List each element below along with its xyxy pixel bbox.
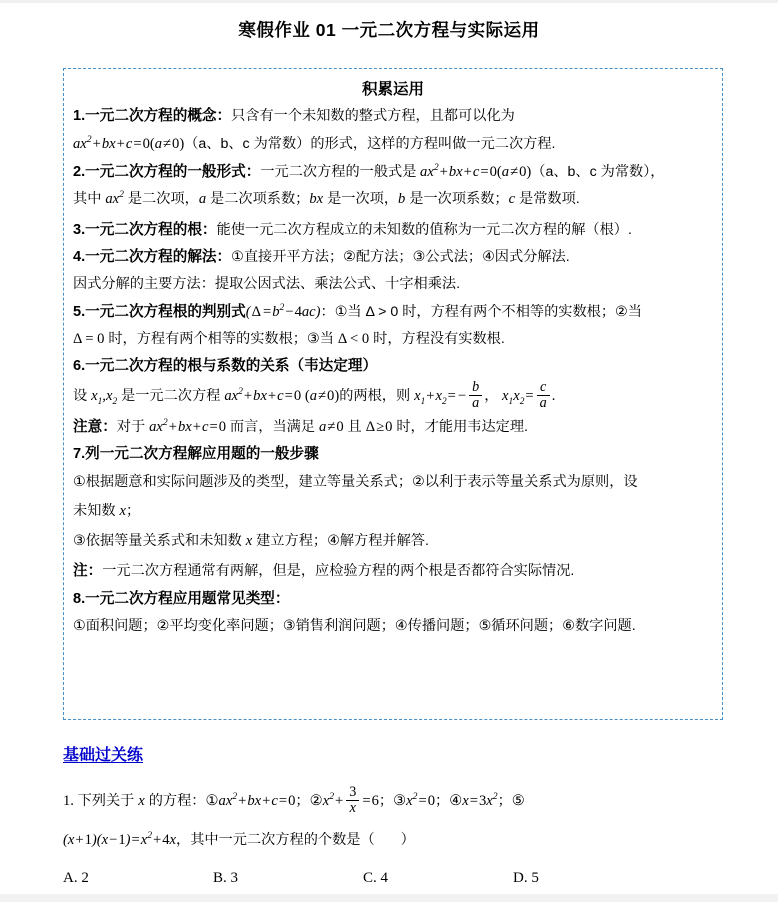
choice-a-letter: A. <box>63 869 78 886</box>
knowledge-item-concept-formula-line <box>73 130 713 159</box>
gf-term-3: bx <box>309 191 324 208</box>
discriminant-text-a: ①当 Δ > 0 时，方程有两个不相等的实数根；②当 <box>334 303 642 320</box>
discriminant-l2-b: 时，方程有两个相等的实数根；③当 <box>104 331 338 348</box>
question-1-stem <box>63 785 743 817</box>
option-marker-5: ⑤ <box>511 792 525 809</box>
choice-d-letter: D. <box>513 869 528 886</box>
knowledge-box-heading: 积累运用 <box>361 81 424 98</box>
option-expr-1: $ax^2+bx+c=0$ <box>218 791 296 809</box>
question-1-tail: ，其中一元二次方程的个数是（ <box>176 831 375 848</box>
concept-label: 1.一元二次方程的概念： <box>73 108 232 124</box>
option-marker-3: ③ <box>393 792 407 809</box>
discriminant-case-eq: Δ = 0 <box>73 331 105 348</box>
knowledge-item-common-types-list <box>73 612 713 640</box>
steps-note-text: 一元二次方程通常有两解，但是，应检验方程的两个根是否都符合实际情况. <box>102 563 575 580</box>
vieta-sum-formula: $x_1+x_2=$ − $\frac{b}{a}$ <box>414 388 484 404</box>
knowledge-item-steps <box>73 443 713 467</box>
knowledge-item-steps-unknown <box>73 497 713 526</box>
factoring-methods-text: 因式分解的主要方法：提取公因式法、乘法公式、十字相乘法. <box>73 276 461 293</box>
question-1-stem-x: x <box>138 792 145 809</box>
choice-d[interactable] <box>513 870 663 887</box>
choice-a-value: 2 <box>81 869 89 886</box>
knowledge-item-discriminant <box>73 300 713 325</box>
general-form-formula: $ax^2+bx+c=0(a\ne 0)$ <box>416 161 532 180</box>
root-text-a: 能使一元二次方程成立的未知数的值称为一元二次方程的解（根）. <box>216 221 632 238</box>
solving-methods-label: 4.一元二次方程的解法： <box>73 248 232 265</box>
discriminant-label: 5.一元二次方程根的判别式 <box>73 303 246 320</box>
common-types-list-text: ①面积问题；②平均变化率问题；③销售利润问题；④传播问题；⑤循环问题；⑥数字问题. <box>73 618 636 635</box>
sep-4: ； <box>497 792 512 809</box>
practice-section-heading: 基础过关练 <box>63 747 144 764</box>
gf-l2-a: 其中 <box>73 191 106 208</box>
vieta-note-a: 对于 <box>116 418 150 435</box>
vieta-roots-symbol: $x_1,x_2$ <box>91 388 118 407</box>
steps-label: 7.列一元二次方程解应用题的一般步骤 <box>73 445 319 462</box>
vieta-l2-c: 的两根，则 <box>339 388 415 405</box>
steps-l4-a: ③依据等量关系式和未知数 <box>73 533 246 550</box>
vieta-note-cond2: Δ≥0 <box>365 418 393 435</box>
knowledge-item-steps-34 <box>73 527 713 556</box>
vieta-product-formula: $x_1x_2=$ $\frac{c}{a}$ <box>498 388 551 404</box>
choice-a[interactable] <box>63 870 213 887</box>
discriminant-colon: ： <box>320 303 335 320</box>
steps-l3-a: 未知数 <box>73 502 120 519</box>
gf-term-4: b <box>398 191 406 208</box>
practice-section <box>63 742 743 887</box>
knowledge-item-vieta <box>73 355 713 379</box>
knowledge-item-vieta-formula <box>73 380 713 412</box>
concept-text-b: （a、b、c 为常数）的形式，这样的方程叫做一元二次方程. <box>184 135 556 152</box>
question-1-tail-close: ） <box>400 831 415 848</box>
knowledge-item-discriminant-cases <box>73 325 713 354</box>
option-expr-2: $x^2+$ $\frac{3}{x}$ =6 <box>322 784 379 817</box>
general-form-label: 2.一元二次方程的一般形式： <box>73 163 261 180</box>
sep-2: ； <box>378 792 394 809</box>
knowledge-item-common-types <box>73 588 713 612</box>
knowledge-item-solving-methods <box>73 246 713 270</box>
steps-l3-x: x <box>119 502 126 519</box>
vieta-l2-a: 设 <box>73 388 92 405</box>
steps-l2-a: ①根据题意和实际问题涉及的类型，建立等量关系式；②以利于表示等量关系式为原则，设 <box>73 473 638 490</box>
general-form-text-b: （a、b、c 为常数）， <box>531 163 665 180</box>
choice-b-letter: B. <box>213 869 227 886</box>
concept-formula: $ax^2+bx+c=0(a\ne 0)$ <box>73 133 185 152</box>
gf-term-1: $ax^2$ <box>105 189 124 208</box>
sep-3: ； <box>434 792 450 809</box>
knowledge-item-steps-12 <box>73 468 713 496</box>
steps-note-label: 注： <box>73 563 103 580</box>
sep-1: ； <box>295 792 310 809</box>
option-expr-5: $(x+1)(x-1)=x^2+4x$ <box>63 829 177 848</box>
discriminant-formula: $(\Delta =b^2-4ac)$ <box>245 301 321 320</box>
solving-methods-text-a: ①直接开平方法；②配方法；③公式法；④因式分解法. <box>231 248 570 265</box>
choice-d-value: 5 <box>531 869 539 886</box>
vieta-l2-b: 是一元二次方程 <box>117 388 225 405</box>
knowledge-item-steps-note <box>73 557 713 586</box>
knowledge-item-general-form <box>73 160 713 185</box>
gf-l2-c: 是二次项系数； <box>206 191 310 208</box>
option-marker-4: ④ <box>449 792 463 809</box>
vieta-note-c: 且 <box>343 418 366 435</box>
question-1-choices <box>63 870 743 887</box>
common-types-label: 8.一元二次方程应用题常见类型： <box>73 590 290 607</box>
root-label: 3.一元二次方程的根： <box>73 221 217 238</box>
choice-c-value: 4 <box>380 869 389 886</box>
option-expr-3: $x^2=0$ <box>406 791 435 809</box>
vieta-note-cond1: a≠0 <box>319 418 344 435</box>
knowledge-item-factoring-methods <box>73 270 713 298</box>
question-1-number: 1. <box>63 792 74 809</box>
vieta-l2-d: ， <box>484 388 499 405</box>
gf-term-2: a <box>198 191 207 208</box>
general-form-text-a: 一元二次方程的一般式是 <box>260 163 417 180</box>
vieta-note-d: 时，才能用韦达定理. <box>392 418 528 435</box>
option-expr-4: $x=3x^2$ <box>462 791 498 809</box>
concept-text-a: 只含有一个未知数的整式方程，且都可以化为 <box>231 108 515 124</box>
option-marker-1: ① <box>205 792 219 809</box>
question-1-stem-b: 的方程： <box>144 792 206 809</box>
gf-l2-f: 是常数项. <box>515 191 580 208</box>
gf-l2-d: 是一次项， <box>323 191 399 208</box>
knowledge-item-concept <box>73 105 713 129</box>
page-title: 寒假作业 01 一元二次方程与实际运用 <box>238 20 540 40</box>
choice-b[interactable] <box>213 870 363 887</box>
steps-l3-b: ； <box>126 502 141 519</box>
gf-l2-e: 是一次项系数； <box>405 191 509 208</box>
page-top-rule <box>0 0 778 3</box>
steps-l4-b: 建立方程；④解方程并解答. <box>252 533 429 550</box>
choice-c-letter: C. <box>363 869 377 886</box>
vieta-equation: $ax^2+bx+c=0$ (a≠0) <box>224 386 340 405</box>
vieta-l2-e: . <box>551 388 556 405</box>
vieta-note-equation: $ax^2+bx+c=0$ <box>149 416 226 435</box>
choice-b-value: 3 <box>230 869 239 886</box>
discriminant-l2-d: 时，方程没有实数根. <box>369 331 505 348</box>
knowledge-summary-box <box>63 68 723 720</box>
question-1-stem-cont <box>63 827 743 854</box>
gf-term-5: c <box>508 191 516 208</box>
knowledge-item-root <box>73 216 713 245</box>
answer-blank[interactable] <box>375 832 401 848</box>
vieta-note-label: 注意： <box>73 418 117 435</box>
option-marker-2: ② <box>309 792 323 809</box>
vieta-note-b: 而言，当满足 <box>225 418 319 435</box>
page-bottom-rule <box>0 894 778 902</box>
question-1-stem-a: 下列关于 <box>77 792 139 809</box>
choice-c[interactable] <box>363 870 513 887</box>
steps-l4-x: x <box>245 533 253 550</box>
gf-l2-b: 是二次项， <box>123 191 199 208</box>
discriminant-case-lt: Δ < 0 <box>337 331 370 348</box>
vieta-label: 6.一元二次方程的根与系数的关系（韦达定理） <box>73 358 378 375</box>
knowledge-item-general-form-terms <box>73 185 713 214</box>
knowledge-item-vieta-note <box>73 413 713 442</box>
